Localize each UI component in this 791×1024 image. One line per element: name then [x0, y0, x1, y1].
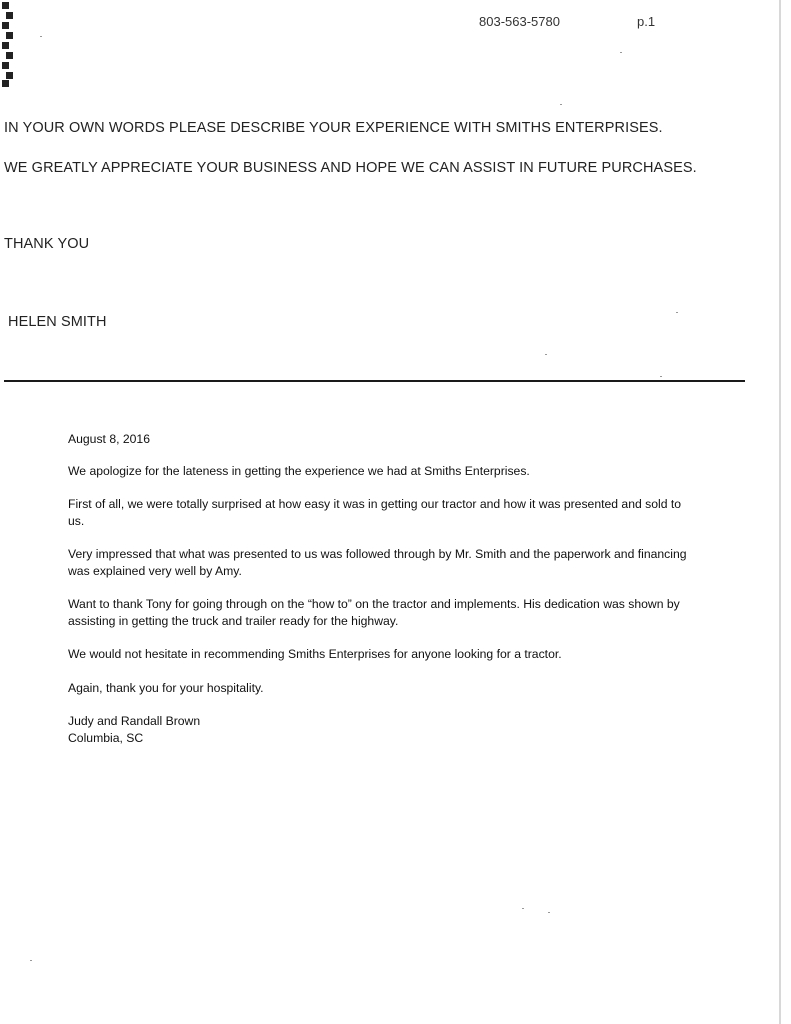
scan-speck: [545, 354, 547, 355]
scan-speck: [676, 312, 678, 313]
scan-speck: [548, 912, 550, 913]
letter-paragraph: Very impressed that what was presented to us was followed through by Mr. Smith and the paperwork and financing was explained very well by Amy.: [68, 547, 687, 578]
page-edge: [779, 0, 781, 1024]
letter-paragraph: Want to thank Tony for going through on the “how to” on the tractor and implements. His dedication was shown by assisting in getting the truck and trailer ready for the highway.: [68, 597, 680, 628]
separator-line: [4, 380, 745, 382]
scan-speck: [560, 104, 562, 105]
letter-paragraph: We would not hesitate in recommending Smiths Enterprises for anyone looking for a tractor.: [68, 647, 562, 661]
form-prompt-line-1: IN YOUR OWN WORDS PLEASE DESCRIBE YOUR EXPERIENCE WITH SMITHS ENTERPRISES.: [4, 120, 663, 136]
fax-phone-number: 803-563-5780: [479, 14, 560, 29]
form-sender: HELEN SMITH: [8, 314, 107, 330]
customer-letter: [68, 431, 688, 746]
letter-paragraph: First of all, we were totally surprised at how easy it was in getting our tractor and how it was presented and sold to us.: [68, 497, 682, 528]
signature-names: Judy and Randall Brown: [68, 714, 201, 728]
scan-speck: [522, 908, 524, 909]
letter-paragraph: Again, thank you for your hospitality.: [68, 680, 264, 695]
letter-paragraph: We apologize for the lateness in getting the experience we had at Smiths Enterprises.: [68, 463, 530, 478]
signature-location: Columbia, SC: [68, 730, 144, 745]
form-prompt-line-2: WE GREATLY APPRECIATE YOUR BUSINESS AND HOPE WE CAN ASSIST IN FUTURE PURCHASES.: [4, 160, 697, 176]
form-closing: THANK YOU: [4, 236, 90, 252]
fax-header: [0, 14, 791, 34]
fax-page-number: p.1: [637, 14, 656, 29]
scan-speck: [30, 960, 32, 961]
scan-speck: [40, 36, 42, 37]
scan-speck: [620, 52, 622, 53]
letter-date: August 8, 2016: [68, 432, 150, 446]
scan-speck: [660, 376, 662, 377]
